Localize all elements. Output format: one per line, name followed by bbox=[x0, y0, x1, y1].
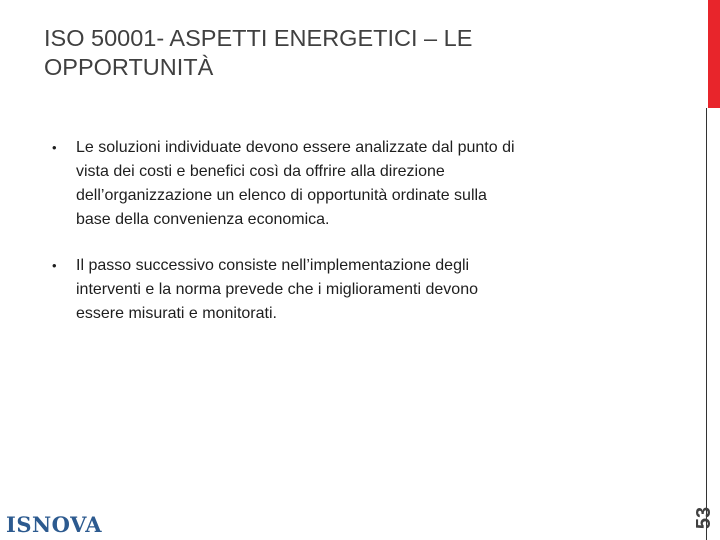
slide-title bbox=[44, 24, 644, 82]
bullet-1-line-4: base della convenienza economica. bbox=[76, 211, 330, 228]
bullet-2-line-2: interventi e la norma prevede che i miglioramenti devono bbox=[76, 281, 478, 298]
bullet-item-2 bbox=[50, 254, 640, 326]
bullet-marker-icon: • bbox=[52, 140, 57, 155]
slide-title-line-2: OPPORTUNITÀ bbox=[44, 54, 214, 80]
bullet-1-line-1: Le soluzioni individuate devono essere analizzate dal punto di bbox=[76, 139, 515, 156]
isnova-logo: ISNOVA bbox=[6, 512, 103, 537]
bullet-marker-icon: • bbox=[52, 258, 57, 273]
slide-title-line-1: ISO 50001- ASPETTI ENERGETICI – LE bbox=[44, 25, 473, 51]
red-accent-bar bbox=[708, 0, 720, 108]
page-number: 53 bbox=[693, 506, 715, 530]
bullet-item-1 bbox=[50, 136, 640, 232]
bullet-list bbox=[50, 136, 640, 326]
bullet-1-line-2: vista dei costi e benefici così da offrire alla direzione bbox=[76, 163, 445, 180]
bullet-2-line-1: Il passo successivo consiste nell’implementazione degli bbox=[76, 257, 470, 274]
bullet-2-line-3: essere misurati e monitorati. bbox=[76, 305, 277, 322]
bullet-1-line-3: dell’organizzazione un elenco di opportunità ordinate sulla bbox=[76, 187, 487, 204]
vertical-divider bbox=[706, 108, 707, 540]
